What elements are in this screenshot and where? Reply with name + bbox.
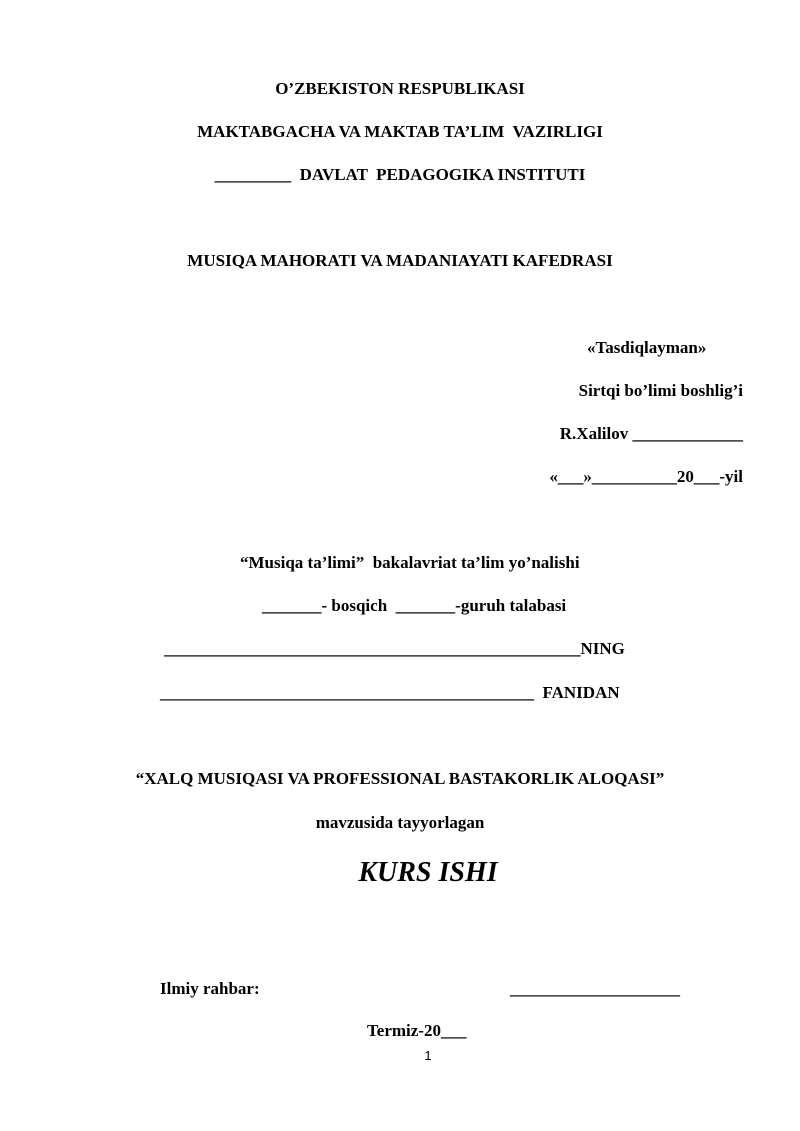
stage-group-line: _______- bosqich _______-guruh talabasi — [262, 596, 567, 615]
department-heading: MUSIQA MAHORATI VA MADANIAYATI KAFEDRASI — [187, 251, 613, 270]
topic-subtitle: mavzusida tayyorlagan — [315, 813, 485, 832]
approval-title: «Tasdiqlayman» — [587, 338, 707, 357]
approval-position: Sirtqi bo’limi boshlig’i — [578, 381, 743, 400]
approval-date: «___»__________20___-yil — [549, 467, 743, 486]
supervisor-signature-line: ____________________ — [510, 979, 680, 998]
work-type-title: KURS ISHI — [358, 857, 498, 888]
ministry-heading: MAKTABGACHA VA MAKTAB TA’LIM VAZIRLIGI — [197, 122, 603, 141]
subject-line: ____________________________________________ FANIDAN — [160, 683, 620, 702]
supervisor-label: Ilmiy rahbar: — [160, 979, 260, 998]
page-number: 1 — [424, 1048, 432, 1063]
student-name-line: _________________________________________________NING — [164, 639, 625, 658]
study-direction: “Musiqa ta’limi” bakalavriat ta’lim yo’nalishi — [240, 553, 580, 572]
approval-name: R.Xalilov _____________ — [559, 424, 743, 443]
republic-heading: O’ZBEKISTON RESPUBLIKASI — [275, 79, 525, 98]
topic-title: “XALQ MUSIQASI VA PROFESSIONAL BASTAKORLIK ALOQASI” — [135, 769, 665, 788]
place-year: Termiz-20___ — [367, 1021, 467, 1040]
institute-heading: _________ DAVLAT PEDAGOGIKA INSTITUTI — [214, 165, 586, 184]
